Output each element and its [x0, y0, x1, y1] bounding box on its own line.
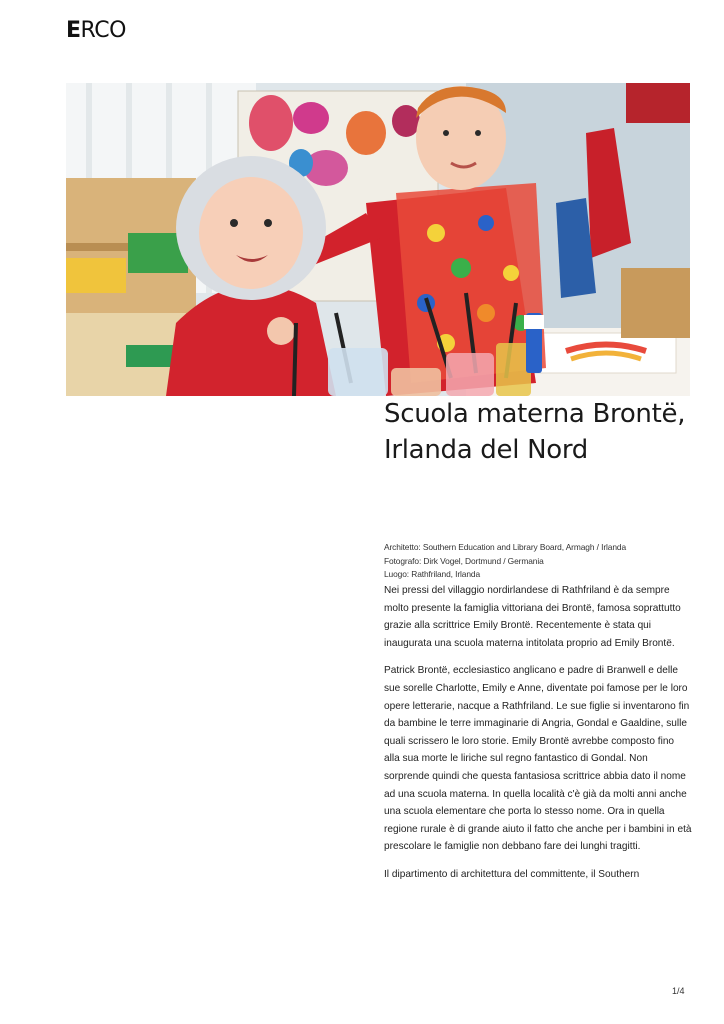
page-number: 1/4: [672, 986, 685, 996]
credit-architect: Architetto: Southern Education and Library Board, Armagh / Irlanda: [384, 542, 627, 552]
hero-photo-illustration: [66, 83, 690, 396]
erco-logo: [66, 18, 126, 43]
body-paragraph: Patrick Brontë, ecclesiastico anglicano e padre di Branwell e delle sue sorelle Charlotte, Emily e Anne, diventate poi famose per le loro opere letterarie, nacque a Rathfriland. Le sue figlie si inventarono fin da bambine le terre immaginarie di Angria, Gondal e Gaaldine, sulle quali scrissero le loro storie. Emily Brontë avrebbe composto fino alla sua morte le liriche sul regno fantastico di Gondal. Non sorprende quindi che questa fantasiosa scrittrice abbia dato il nome ad una scuola materna. In quella località c'è già da molti anni anche una scuola elementare che porta lo stesso nome. Ora in quella regione rurale è di grande aiuto il fatto che anche per i bambini in età prescolare le famiglie non debbano fare dei lunghi tragitti.: [384, 665, 692, 853]
title-line-1: Scuola materna Brontë,: [384, 399, 686, 429]
body-paragraph: Il dipartimento di architettura del committente, il Southern: [384, 868, 640, 880]
title-line-2: Irlanda del Nord: [384, 435, 588, 465]
hero-photo: [66, 83, 690, 396]
article-body: [384, 582, 692, 894]
body-paragraph: Nei pressi del villaggio nordirlandese di Rathfriland è da sempre molto presente la famiglia vittoriana dei Brontë, famosa soprattutto grazie alla scrittrice Emily Brontë. Recentemente è stata qui inaugurata una scuola materna intitolata proprio ad Emily Brontë.: [384, 585, 681, 649]
article-title: [384, 396, 704, 468]
logo-rest-letters: RCO: [80, 18, 126, 43]
credit-location: Luogo: Rathfriland, Irlanda: [384, 569, 481, 580]
project-credits: [384, 541, 694, 582]
logo-bold-letter: E: [66, 18, 81, 43]
credit-photographer: Fotografo: Dirk Vogel, Dortmund / Germania: [384, 555, 544, 566]
